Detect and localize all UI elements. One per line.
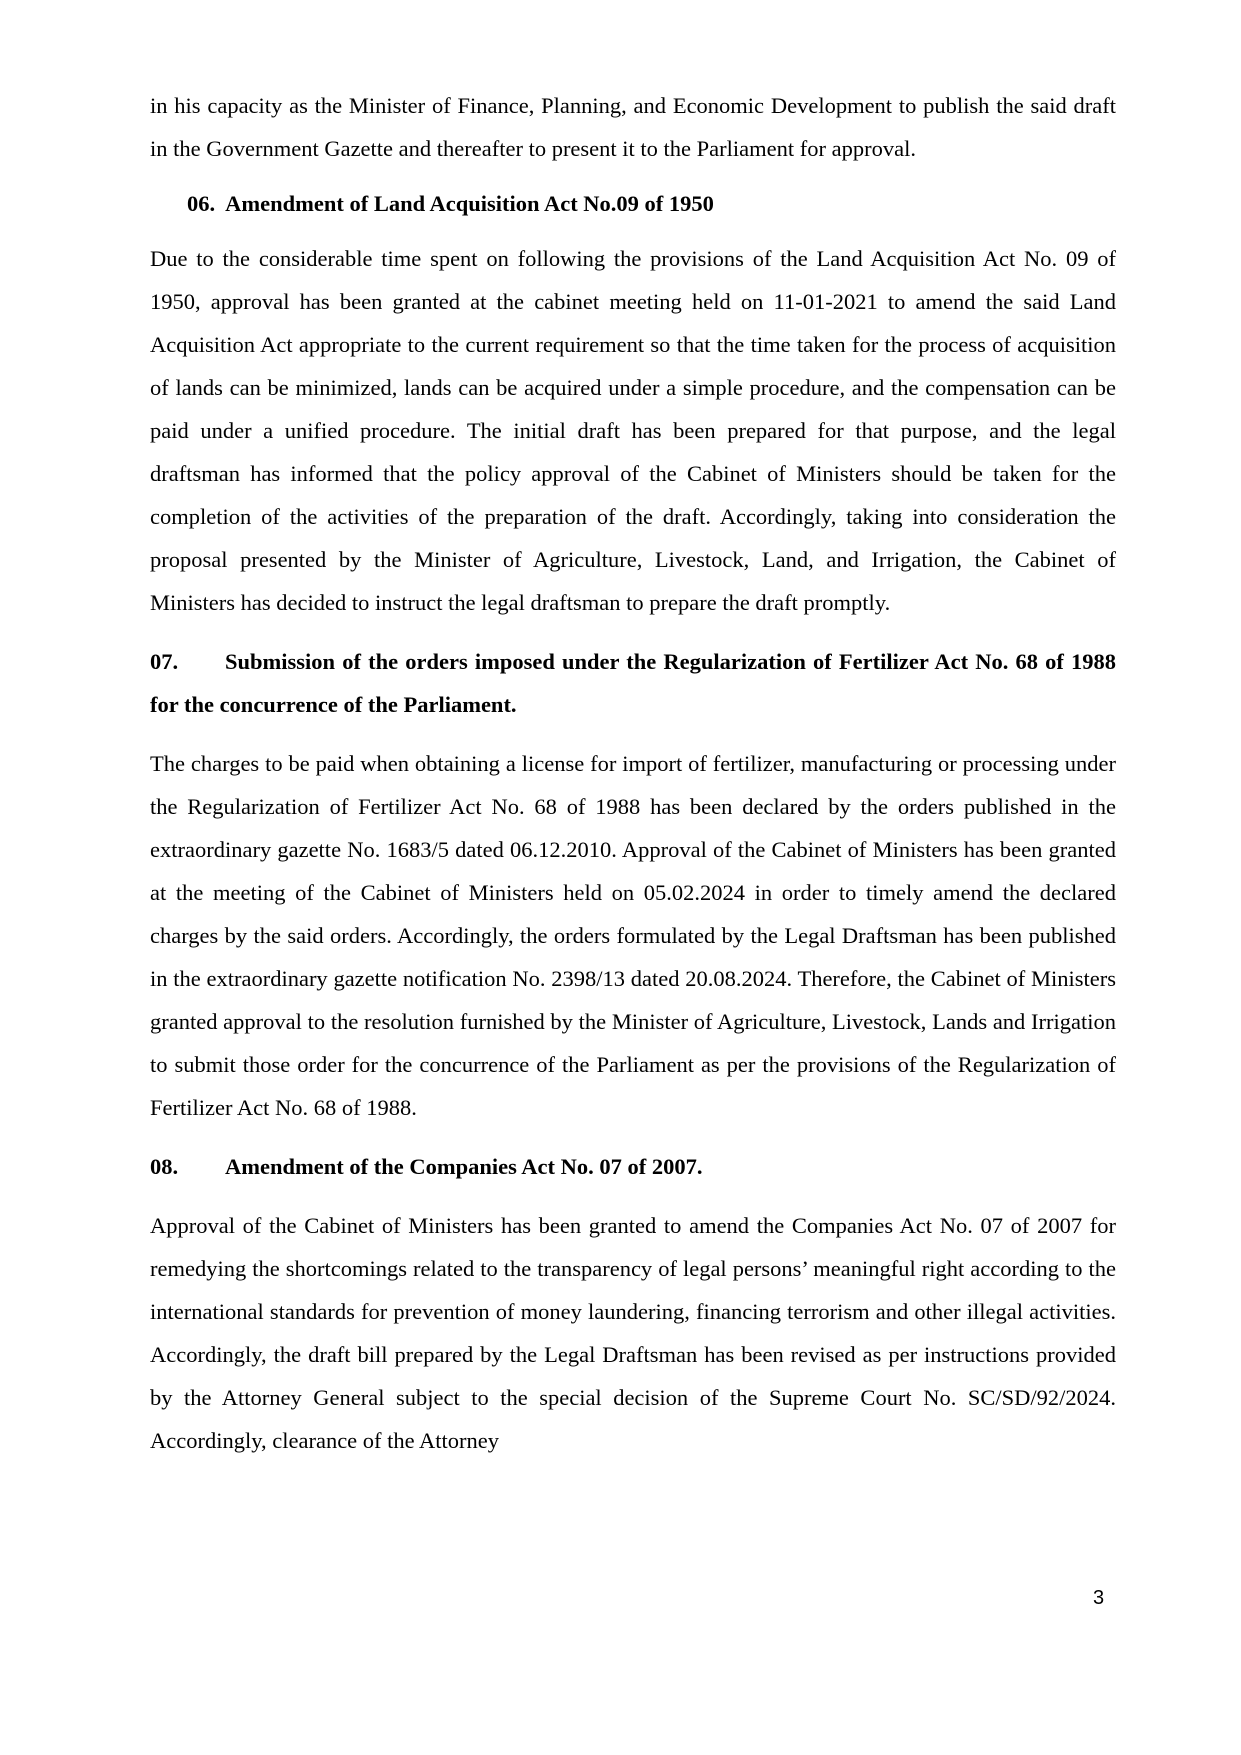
section-07-body: The charges to be paid when obtaining a license for import of fertilizer, manufacturing or processing under the Regularization of Fertilizer Act No. 68 of 1988 has been declared by the orders published in the extraordinary gazette No. 1683/5 dated 06.12.2010. Approval of the Cabinet of Ministers has been granted at the meeting of the Cabinet of Ministers held on 05.02.2024 in order to timely amend the declared charges by the said orders. Accordingly, the orders formulated by the Legal Draftsman has been published in the extraordinary gazette notification No. 2398/13 dated 20.08.2024. Therefore, the Cabinet of Ministers granted approval to the resolution furnished by the Minister of Agriculture, Livestock, Lands and Irrigation to submit those order for the concurrence of the Parliament as per the provisions of the Regularization of Fertilizer Act No. 68 of 1988. [150,751,1116,1120]
section-06-number: 06. [187,191,216,216]
section-08-title: Amendment of the Companies Act No. 07 of 2007. [225,1154,703,1179]
section-08-heading [150,1145,1116,1188]
section-06-heading [150,182,1116,225]
section-06-body: Due to the considerable time spent on following the provisions of the Land Acquisition Act No. 09 of 1950, approval has been granted at the cabinet meeting held on 11-01-2021 to amend the said Land Acquisition Act appropriate to the current requirement so that the time taken for the process of acquisition of lands can be minimized, lands can be acquired under a simple procedure, and the compensation can be paid under a unified procedure. The initial draft has been prepared for that purpose, and the legal draftsman has informed that the policy approval of the Cabinet of Ministers should be taken for the completion of the activities of the preparation of the draft. Accordingly, taking into consideration the proposal presented by the Minister of Agriculture, Livestock, Land, and Irrigation, the Cabinet of Ministers has decided to instruct the legal draftsman to prepare the draft promptly. [150,246,1116,615]
section-07-heading [150,640,1116,726]
section-07-number: 07. [150,649,179,674]
page-number: 3 [1093,1587,1105,1609]
section-08-body: Approval of the Cabinet of Ministers has been granted to amend the Companies Act No. 07 of 2007 for remedying the shortcomings related to the transparency of legal persons’ meaningful right according to the international standards for prevention of money laundering, financing terrorism and other illegal activities. Accordingly, the draft bill prepared by the Legal Draftsman has been revised as per instructions provided by the Attorney General subject to the special decision of the Supreme Court No. SC/SD/92/2024. Accordingly, clearance of the Attorney [150,1213,1116,1453]
section-07-title: Submission of the orders imposed under the Regularization of Fertilizer Act No. 68 of 1988 for the concurrence of the Parliament. [150,649,1116,717]
section-06-title: Amendment of Land Acquisition Act No.09 of 1950 [225,191,714,216]
section-08-number: 08. [150,1154,179,1179]
intro-paragraph: in his capacity as the Minister of Finance, Planning, and Economic Development to publish the said draft in the Government Gazette and thereafter to present it to the Parliament for approval. [150,93,1116,161]
document-page [150,84,1116,1462]
